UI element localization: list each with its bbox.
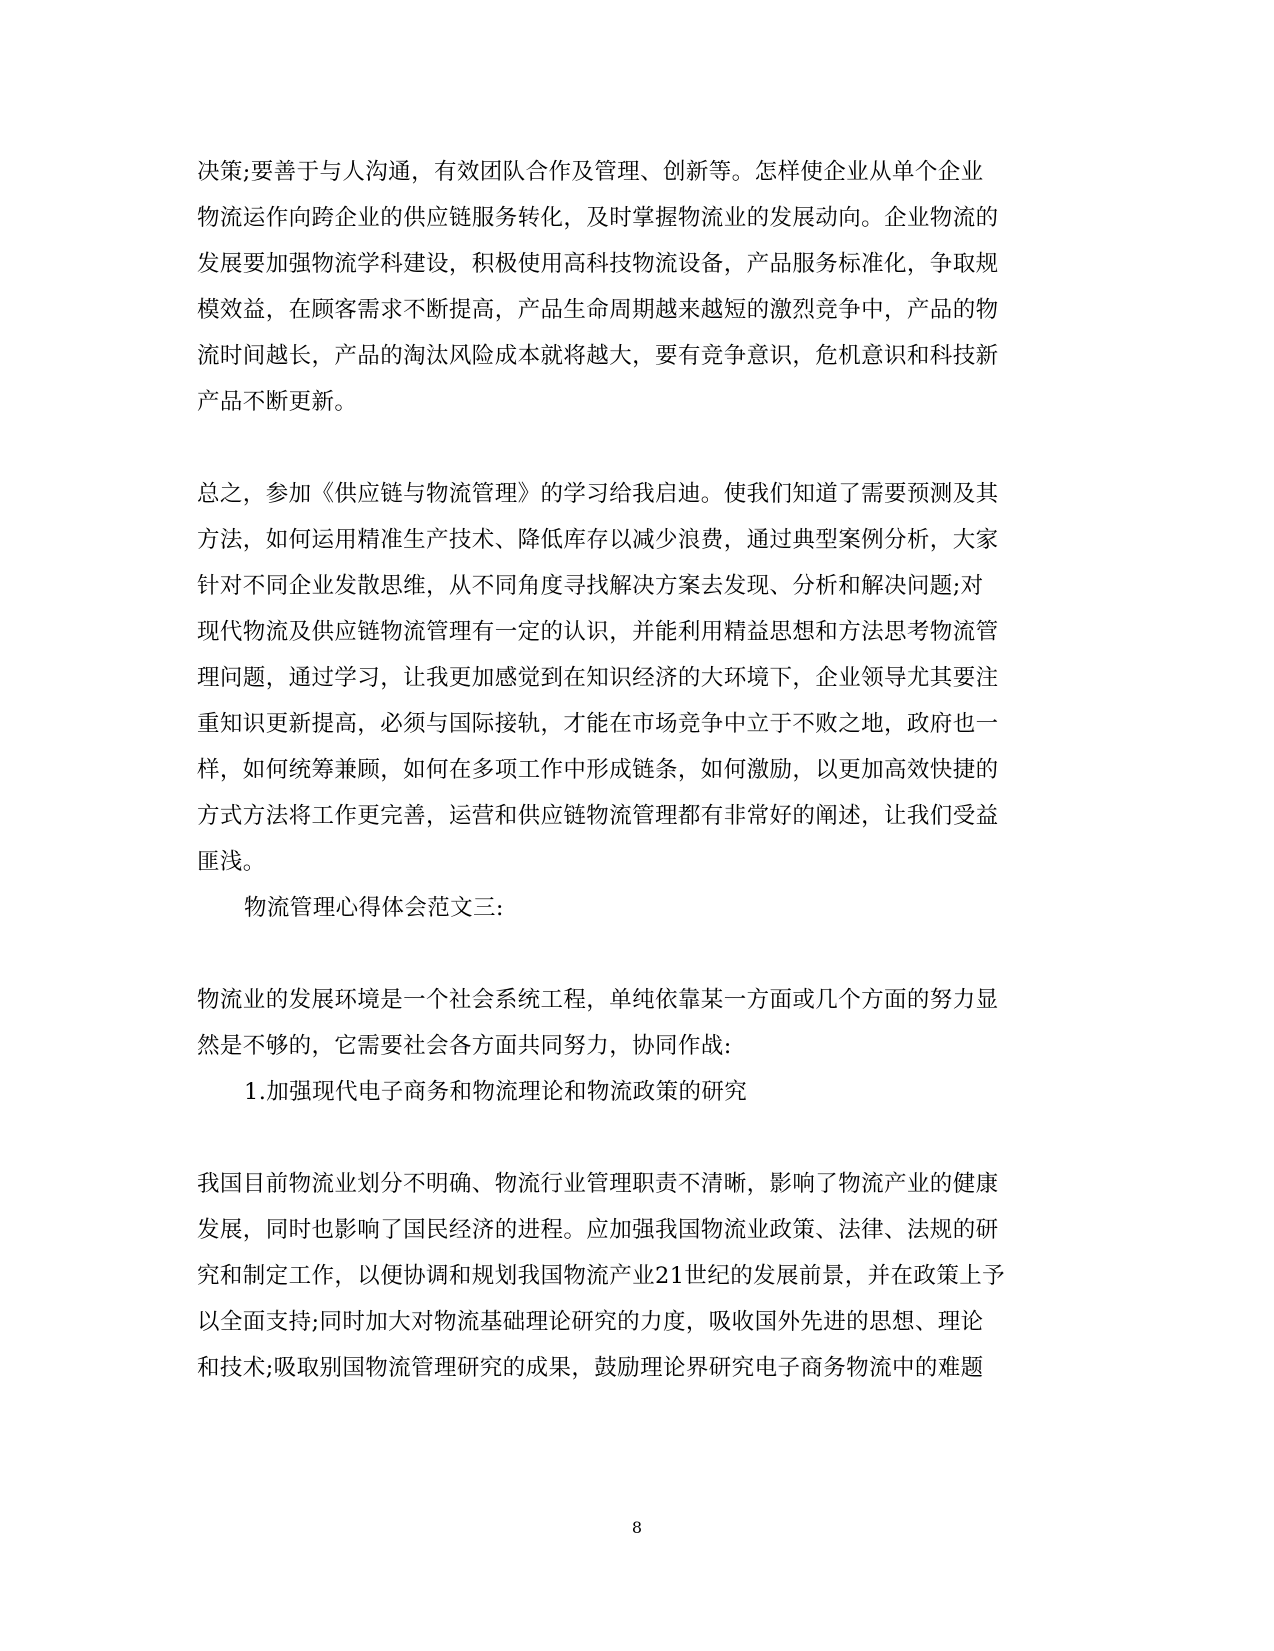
text-line: 发展要加强物流学科建设，积极使用高科技物流设备，产品服务标准化，争取规	[197, 251, 999, 277]
numbered-item-heading: 1.加强现代电子商务和物流理论和物流政策的研究	[244, 1079, 748, 1105]
text-line: 总之，参加《供应链与物流管理》的学习给我启迪。使我们知道了需要预测及其	[197, 481, 999, 507]
text-line: 方式方法将工作更完善，运营和供应链物流管理都有非常好的阐述，让我们受益	[197, 803, 999, 829]
text-line: 重知识更新提高，必须与国际接轨，才能在市场竞争中立于不败之地，政府也一	[197, 711, 999, 737]
page-number: 8	[631, 1518, 643, 1537]
text-line: 方法，如何运用精准生产技术、降低库存以减少浪费，通过典型案例分析，大家	[197, 527, 999, 553]
text-line: 以全面支持;同时加大对物流基础理论研究的力度，吸收国外先进的思想、理论	[197, 1309, 984, 1335]
text-line: 然是不够的，它需要社会各方面共同努力，协同作战:	[197, 1033, 732, 1059]
text-line: 决策;要善于与人沟通，有效团队合作及管理、创新等。怎样使企业从单个企业	[197, 159, 984, 185]
text-line: 和技术;吸取别国物流管理研究的成果，鼓励理论界研究电子商务物流中的难题	[197, 1355, 984, 1381]
text-line: 流时间越长，产品的淘汰风险成本就将越大，要有竞争意识，危机意识和科技新	[197, 343, 999, 369]
text-line: 发展，同时也影响了国民经济的进程。应加强我国物流业政策、法律、法规的研	[197, 1217, 999, 1243]
text-line: 样，如何统筹兼顾，如何在多项工作中形成链条，如何激励，以更加高效快捷的	[197, 757, 999, 783]
text-line: 针对不同企业发散思维，从不同角度寻找解决方案去发现、分析和解决问题;对	[197, 573, 984, 599]
text-line: 产品不断更新。	[197, 389, 358, 415]
text-line: 理问题，通过学习，让我更加感觉到在知识经济的大环境下，企业领导尤其要注	[197, 665, 999, 691]
text-line: 我国目前物流业划分不明确、物流行业管理职责不清晰，影响了物流产业的健康	[197, 1171, 999, 1197]
text-line: 匪浅。	[197, 849, 266, 875]
section-heading: 物流管理心得体会范文三:	[244, 895, 504, 921]
text-line: 模效益，在顾客需求不断提高，产品生命周期越来越短的激烈竞争中，产品的物	[197, 297, 999, 323]
text-line: 物流运作向跨企业的供应链服务转化，及时掌握物流业的发展动向。企业物流的	[197, 205, 999, 231]
text-line: 物流业的发展环境是一个社会系统工程，单纯依靠某一方面或几个方面的努力显	[197, 987, 999, 1013]
text-line: 究和制定工作，以便协调和规划我国物流产业21世纪的发展前景，并在政策上予	[197, 1263, 1006, 1289]
text-line: 现代物流及供应链物流管理有一定的认识，并能利用精益思想和方法思考物流管	[197, 619, 999, 645]
